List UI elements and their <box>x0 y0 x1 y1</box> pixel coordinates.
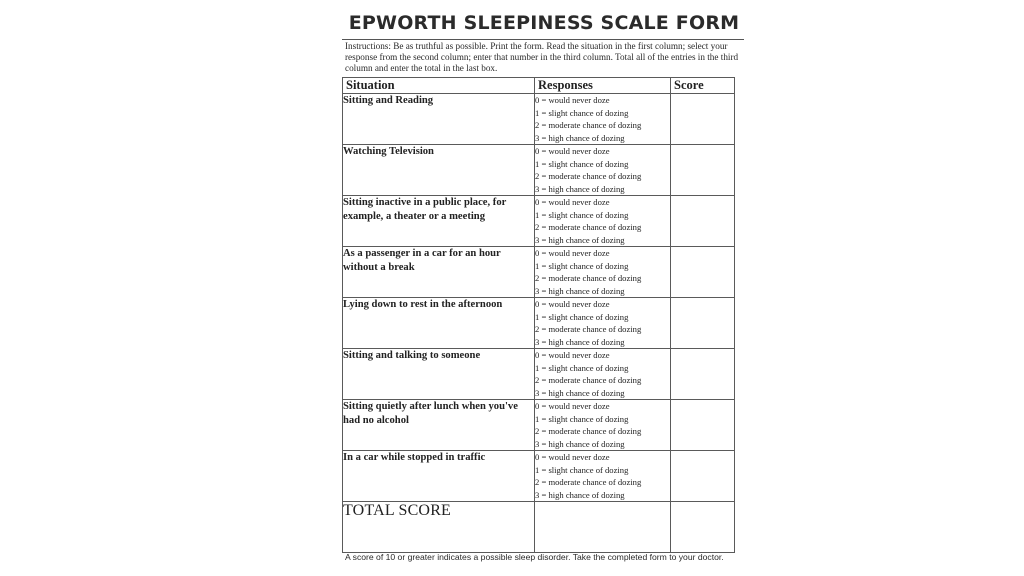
table-row <box>343 451 735 502</box>
total-score-cell[interactable] <box>671 502 735 553</box>
situation-cell: As a passenger in a car for an hour without a break <box>343 247 535 298</box>
responses-cell <box>535 298 671 349</box>
score-cell[interactable] <box>671 145 735 196</box>
score-cell[interactable] <box>671 298 735 349</box>
response-option: 1 = slight chance of dozing <box>535 158 629 169</box>
response-option: 1 = slight chance of dozing <box>535 311 629 322</box>
table-row <box>343 94 735 145</box>
response-option: 1 = slight chance of dozing <box>535 413 629 424</box>
response-option: 3 = high chance of dozing <box>535 489 625 500</box>
response-option: 1 = slight chance of dozing <box>535 362 629 373</box>
form-title: EPWORTH SLEEPINESS SCALE FORM <box>348 12 740 34</box>
form-page <box>340 0 748 576</box>
response-option: 3 = high chance of dozing <box>535 336 625 347</box>
response-option: 0 = would never doze <box>535 95 610 105</box>
score-cell[interactable] <box>671 349 735 400</box>
response-option: 0 = would never doze <box>535 299 610 309</box>
response-option: 2 = moderate chance of dozing <box>535 222 642 232</box>
response-option: 1 = slight chance of dozing <box>535 107 629 118</box>
table-row <box>343 145 735 196</box>
response-option: 2 = moderate chance of dozing <box>535 324 642 334</box>
footer-note: A score of 10 or greater indicates a possible sleep disorder. Take the completed form to your doctor. <box>345 552 724 562</box>
title-divider <box>342 39 744 40</box>
table-header-row <box>343 78 735 94</box>
response-option: 3 = high chance of dozing <box>535 285 625 296</box>
score-cell[interactable] <box>671 247 735 298</box>
response-option: 0 = would never doze <box>535 146 610 156</box>
situation-cell: Watching Television <box>343 145 535 196</box>
total-row <box>343 502 735 553</box>
header-situation: Situation <box>343 78 535 94</box>
table-row <box>343 247 735 298</box>
response-option: 3 = high chance of dozing <box>535 183 625 194</box>
response-option: 0 = would never doze <box>535 197 610 207</box>
response-option: 1 = slight chance of dozing <box>535 260 629 271</box>
response-option: 3 = high chance of dozing <box>535 132 625 143</box>
score-cell[interactable] <box>671 451 735 502</box>
response-option: 1 = slight chance of dozing <box>535 464 629 475</box>
response-option: 2 = moderate chance of dozing <box>535 477 642 487</box>
situation-cell: Sitting inactive in a public place, for example, a theater or a meeting <box>343 196 535 247</box>
responses-cell <box>535 247 671 298</box>
response-option: 0 = would never doze <box>535 452 610 462</box>
table-row <box>343 196 735 247</box>
table-row <box>343 298 735 349</box>
responses-cell <box>535 349 671 400</box>
sleepiness-table <box>342 77 735 553</box>
header-responses: Responses <box>535 78 671 94</box>
responses-cell <box>535 451 671 502</box>
response-option: 2 = moderate chance of dozing <box>535 375 642 385</box>
response-option: 0 = would never doze <box>535 350 610 360</box>
response-option: 3 = high chance of dozing <box>535 438 625 449</box>
header-score: Score <box>671 78 735 94</box>
instructions-text: Instructions: Be as truthful as possible. Print the form. Read the situation in the first column; select your response from the second column; enter that number in the third column. Total all of the entries in the third column and enter the total in the last box. <box>345 41 739 74</box>
response-option: 0 = would never doze <box>535 248 610 258</box>
responses-cell <box>535 196 671 247</box>
total-spacer-cell <box>535 502 671 553</box>
situation-cell: Sitting quietly after lunch when you've had no alcohol <box>343 400 535 451</box>
responses-cell <box>535 400 671 451</box>
response-option: 0 = would never doze <box>535 401 610 411</box>
table-row <box>343 400 735 451</box>
score-cell[interactable] <box>671 400 735 451</box>
score-cell[interactable] <box>671 196 735 247</box>
situation-cell: In a car while stopped in traffic <box>343 451 535 502</box>
response-option: 3 = high chance of dozing <box>535 387 625 398</box>
situation-cell: Sitting and talking to someone <box>343 349 535 400</box>
response-option: 2 = moderate chance of dozing <box>535 426 642 436</box>
situation-cell: Lying down to rest in the afternoon <box>343 298 535 349</box>
responses-cell <box>535 94 671 145</box>
situation-cell: Sitting and Reading <box>343 94 535 145</box>
response-option: 1 = slight chance of dozing <box>535 209 629 220</box>
total-score-label: TOTAL SCORE <box>343 502 535 553</box>
response-option: 2 = moderate chance of dozing <box>535 273 642 283</box>
score-cell[interactable] <box>671 94 735 145</box>
response-option: 3 = high chance of dozing <box>535 234 625 245</box>
responses-cell <box>535 145 671 196</box>
response-option: 2 = moderate chance of dozing <box>535 120 642 130</box>
response-option: 2 = moderate chance of dozing <box>535 171 642 181</box>
table-row <box>343 349 735 400</box>
